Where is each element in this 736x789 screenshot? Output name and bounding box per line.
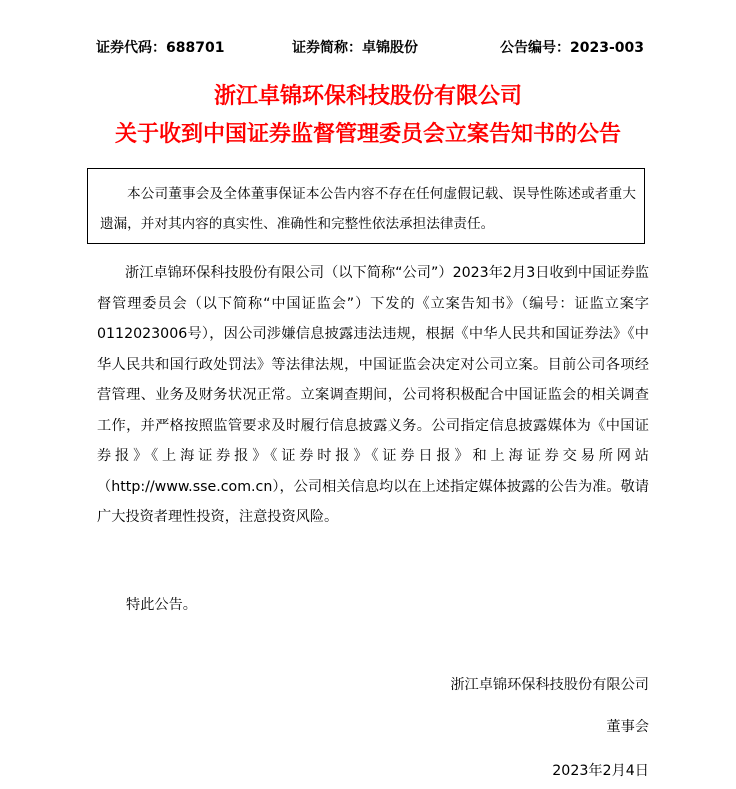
stock-short-name: 证券简称：卓锦股份: [292, 40, 418, 56]
body-paragraph: 浙江卓锦环保科技股份有限公司（以下简称“公司”）2023年2月3日收到中国证券监督管理委员会（以下简称“中国证监会”）下发的《立案告知书》（编号：证监立案字0112023006号），因公司涉嫌信息披露违法违规，根据《中华人民共和国证券法》《中华人民共和国行政处罚法》等法律法规，中国证监会决定对公司立案。目前公司各项经营管理、业务及财务状况正常。立案调查期间，公司将积极配合中国证监会的相关调查工作，并严格按照监管要求及时履行信息披露义务。公司指定信息披露媒体为《中国证券报》《上海证券报》《证券时报》《证券日报》和上海证券交易所网站（http://www.sse.com.cn），公司相关信息均以在上述指定媒体披露的公告为准。敬请广大投资者理性投资，注意投资风险。: [97, 265, 649, 525]
signature-date: 2023年2月4日: [552, 763, 649, 779]
signature-board: 董事会: [606, 719, 649, 735]
signature-company: 浙江卓锦环保科技股份有限公司: [450, 677, 649, 693]
disclaimer-box: 本公司董事会及全体董事保证本公告内容不存在任何虚假记载、误导性陈述或者重大遗漏，并对其内容的真实性、准确性和完整性依法承担法律责任。: [87, 168, 645, 244]
notice-number: 公告编号：2023-003: [500, 40, 644, 56]
company-title: 浙江卓锦环保科技股份有限公司: [213, 84, 522, 109]
announcement-title: 关于收到中国证券监督管理委员会立案告知书的公告: [114, 122, 621, 147]
document-header: [96, 38, 644, 58]
announcement-body: [97, 258, 649, 533]
closing-statement: 特此公告。: [126, 597, 197, 613]
stock-code: 证券代码：688701: [96, 40, 225, 56]
